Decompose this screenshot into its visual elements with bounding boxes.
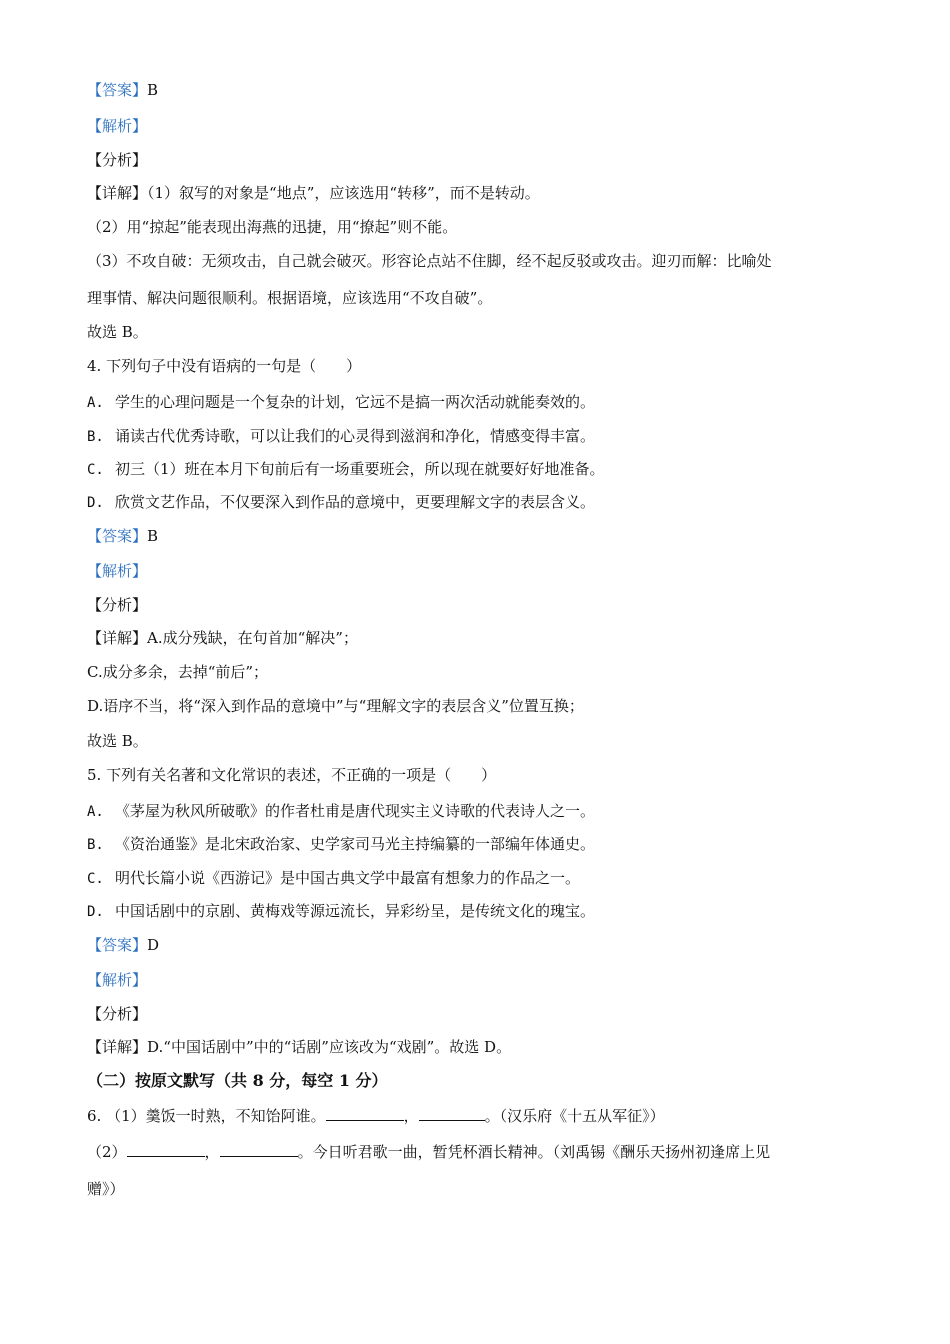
q3-fenxi-tag: 【分析】 bbox=[87, 151, 148, 169]
answer-tag: 【答案】 bbox=[87, 527, 148, 545]
option-letter: B. bbox=[87, 429, 104, 445]
q6-line-1 bbox=[87, 1106, 860, 1126]
option-text: 初三（1）班在本月下旬前后有一场重要班会，所以现在就要好好地准备。 bbox=[115, 460, 605, 478]
q5-fenxi-tag: 【分析】 bbox=[87, 1005, 148, 1023]
q6-line1-suffix: 。（汉乐府《十五从军征》） bbox=[484, 1107, 665, 1125]
q3-answer-line bbox=[87, 80, 860, 100]
fill-blank[interactable] bbox=[220, 1142, 298, 1157]
detail-tag: 【详解】 bbox=[87, 1038, 148, 1056]
q6-line-2 bbox=[87, 1142, 860, 1162]
detail-text: （1）叙写的对象是“地点”，应该选用“转移”，而不是转动。 bbox=[147, 184, 540, 202]
q5-option-a bbox=[87, 801, 860, 822]
q6-line1-prefix: 6. （1）羹饭一时熟，不知饴阿谁。 bbox=[87, 1107, 326, 1125]
answer-tag: 【答案】 bbox=[87, 936, 148, 954]
q5-question: 5. 下列有关名著和文化常识的表述，不正确的一项是（ ） bbox=[87, 766, 497, 784]
q4-answer-line bbox=[87, 526, 860, 546]
answer-value: D bbox=[147, 936, 160, 954]
q3-jiexi-tag: 【解析】 bbox=[87, 117, 148, 135]
q4-question: 4. 下列句子中没有语病的一句是（ ） bbox=[87, 357, 362, 375]
q6-line2-suffix: 。今日听君歌一曲，暂凭杯酒长精神。（刘禹锡《酬乐天扬州初逢席上见 bbox=[297, 1143, 771, 1161]
q4-fenxi-tag: 【分析】 bbox=[87, 596, 148, 614]
q6-line2-sep: ， bbox=[204, 1143, 220, 1161]
q6-line1-sep: ， bbox=[403, 1107, 419, 1125]
q4-option-d bbox=[87, 492, 860, 513]
detail-text: A.成分残缺，在句首加“解决”； bbox=[147, 629, 358, 647]
answer-value: B bbox=[147, 527, 159, 545]
detail-tag: 【详解】 bbox=[87, 184, 148, 202]
q3-conclusion: 故选 B。 bbox=[87, 323, 148, 341]
option-text: 学生的心理问题是一个复杂的计划，它远不是搞一两次活动就能奏效的。 bbox=[115, 393, 596, 411]
option-letter: A. bbox=[87, 395, 104, 411]
q6-line2-prefix: （2） bbox=[87, 1143, 127, 1161]
q5-option-c bbox=[87, 868, 860, 889]
q4-conclusion: 故选 B。 bbox=[87, 732, 148, 750]
q3-detail-2: （2）用“掠起”能表现出海燕的迅捷，用“撩起”则不能。 bbox=[87, 218, 458, 236]
q3-detail-3a: （3）不攻自破：无须攻击，自己就会破灭。形容论点站不住脚，经不起反驳或攻击。迎刃而解：比喻处 bbox=[87, 252, 772, 270]
fill-blank[interactable] bbox=[326, 1106, 404, 1121]
option-letter: C. bbox=[87, 462, 104, 478]
q4-detail-1 bbox=[87, 628, 860, 648]
answer-tag: 【答案】 bbox=[87, 81, 148, 99]
q5-answer-line bbox=[87, 935, 860, 955]
option-letter: D. bbox=[87, 904, 104, 920]
option-text: 欣赏文艺作品，不仅要深入到作品的意境中，更要理解文字的表层含义。 bbox=[115, 493, 596, 511]
fill-blank[interactable] bbox=[127, 1142, 205, 1157]
q5-option-d bbox=[87, 901, 860, 922]
section-heading: （二）按原文默写（共 8 分，每空 1 分） bbox=[87, 1071, 388, 1090]
option-text: 中国话剧中的京剧、黄梅戏等源远流长，异彩纷呈，是传统文化的瑰宝。 bbox=[115, 902, 596, 920]
option-text: 明代长篇小说《西游记》是中国古典文学中最富有想象力的作品之一。 bbox=[115, 869, 581, 887]
q4-detail-3: D.语序不当，将“深入到作品的意境中”与“理解文字的表层含义”位置互换； bbox=[87, 697, 584, 715]
q4-jiexi-tag: 【解析】 bbox=[87, 562, 148, 580]
q4-option-c bbox=[87, 459, 860, 480]
option-letter: A. bbox=[87, 804, 104, 820]
detail-tag: 【详解】 bbox=[87, 629, 148, 647]
q3-detail-1 bbox=[87, 183, 860, 203]
q5-jiexi-tag: 【解析】 bbox=[87, 971, 148, 989]
q4-option-a bbox=[87, 392, 860, 413]
fill-blank[interactable] bbox=[419, 1106, 485, 1121]
option-text: 诵读古代优秀诗歌，可以让我们的心灵得到滋润和净化，情感变得丰富。 bbox=[115, 427, 596, 445]
q5-option-b bbox=[87, 834, 860, 855]
q4-detail-2: C.成分多余，去掉“前后”； bbox=[87, 663, 269, 681]
q5-detail-1 bbox=[87, 1037, 860, 1057]
option-text: 《资治通鉴》是北宋政治家、史学家司马光主持编纂的一部编年体通史。 bbox=[115, 835, 596, 853]
option-letter: D. bbox=[87, 495, 104, 511]
answer-value: B bbox=[147, 81, 159, 99]
option-text: 《茅屋为秋风所破歌》的作者杜甫是唐代现实主义诗歌的代表诗人之一。 bbox=[115, 802, 596, 820]
option-letter: B. bbox=[87, 837, 104, 853]
detail-text: D.“中国话剧中”中的“话剧”应该改为“戏剧”。故选 D。 bbox=[147, 1038, 512, 1056]
option-letter: C. bbox=[87, 871, 104, 887]
q3-detail-3b: 理事情、解决问题很顺利。根据语境，应该选用“不攻自破”。 bbox=[87, 289, 493, 307]
q4-option-b bbox=[87, 426, 860, 447]
q6-line-3: 赠》） bbox=[87, 1180, 125, 1198]
